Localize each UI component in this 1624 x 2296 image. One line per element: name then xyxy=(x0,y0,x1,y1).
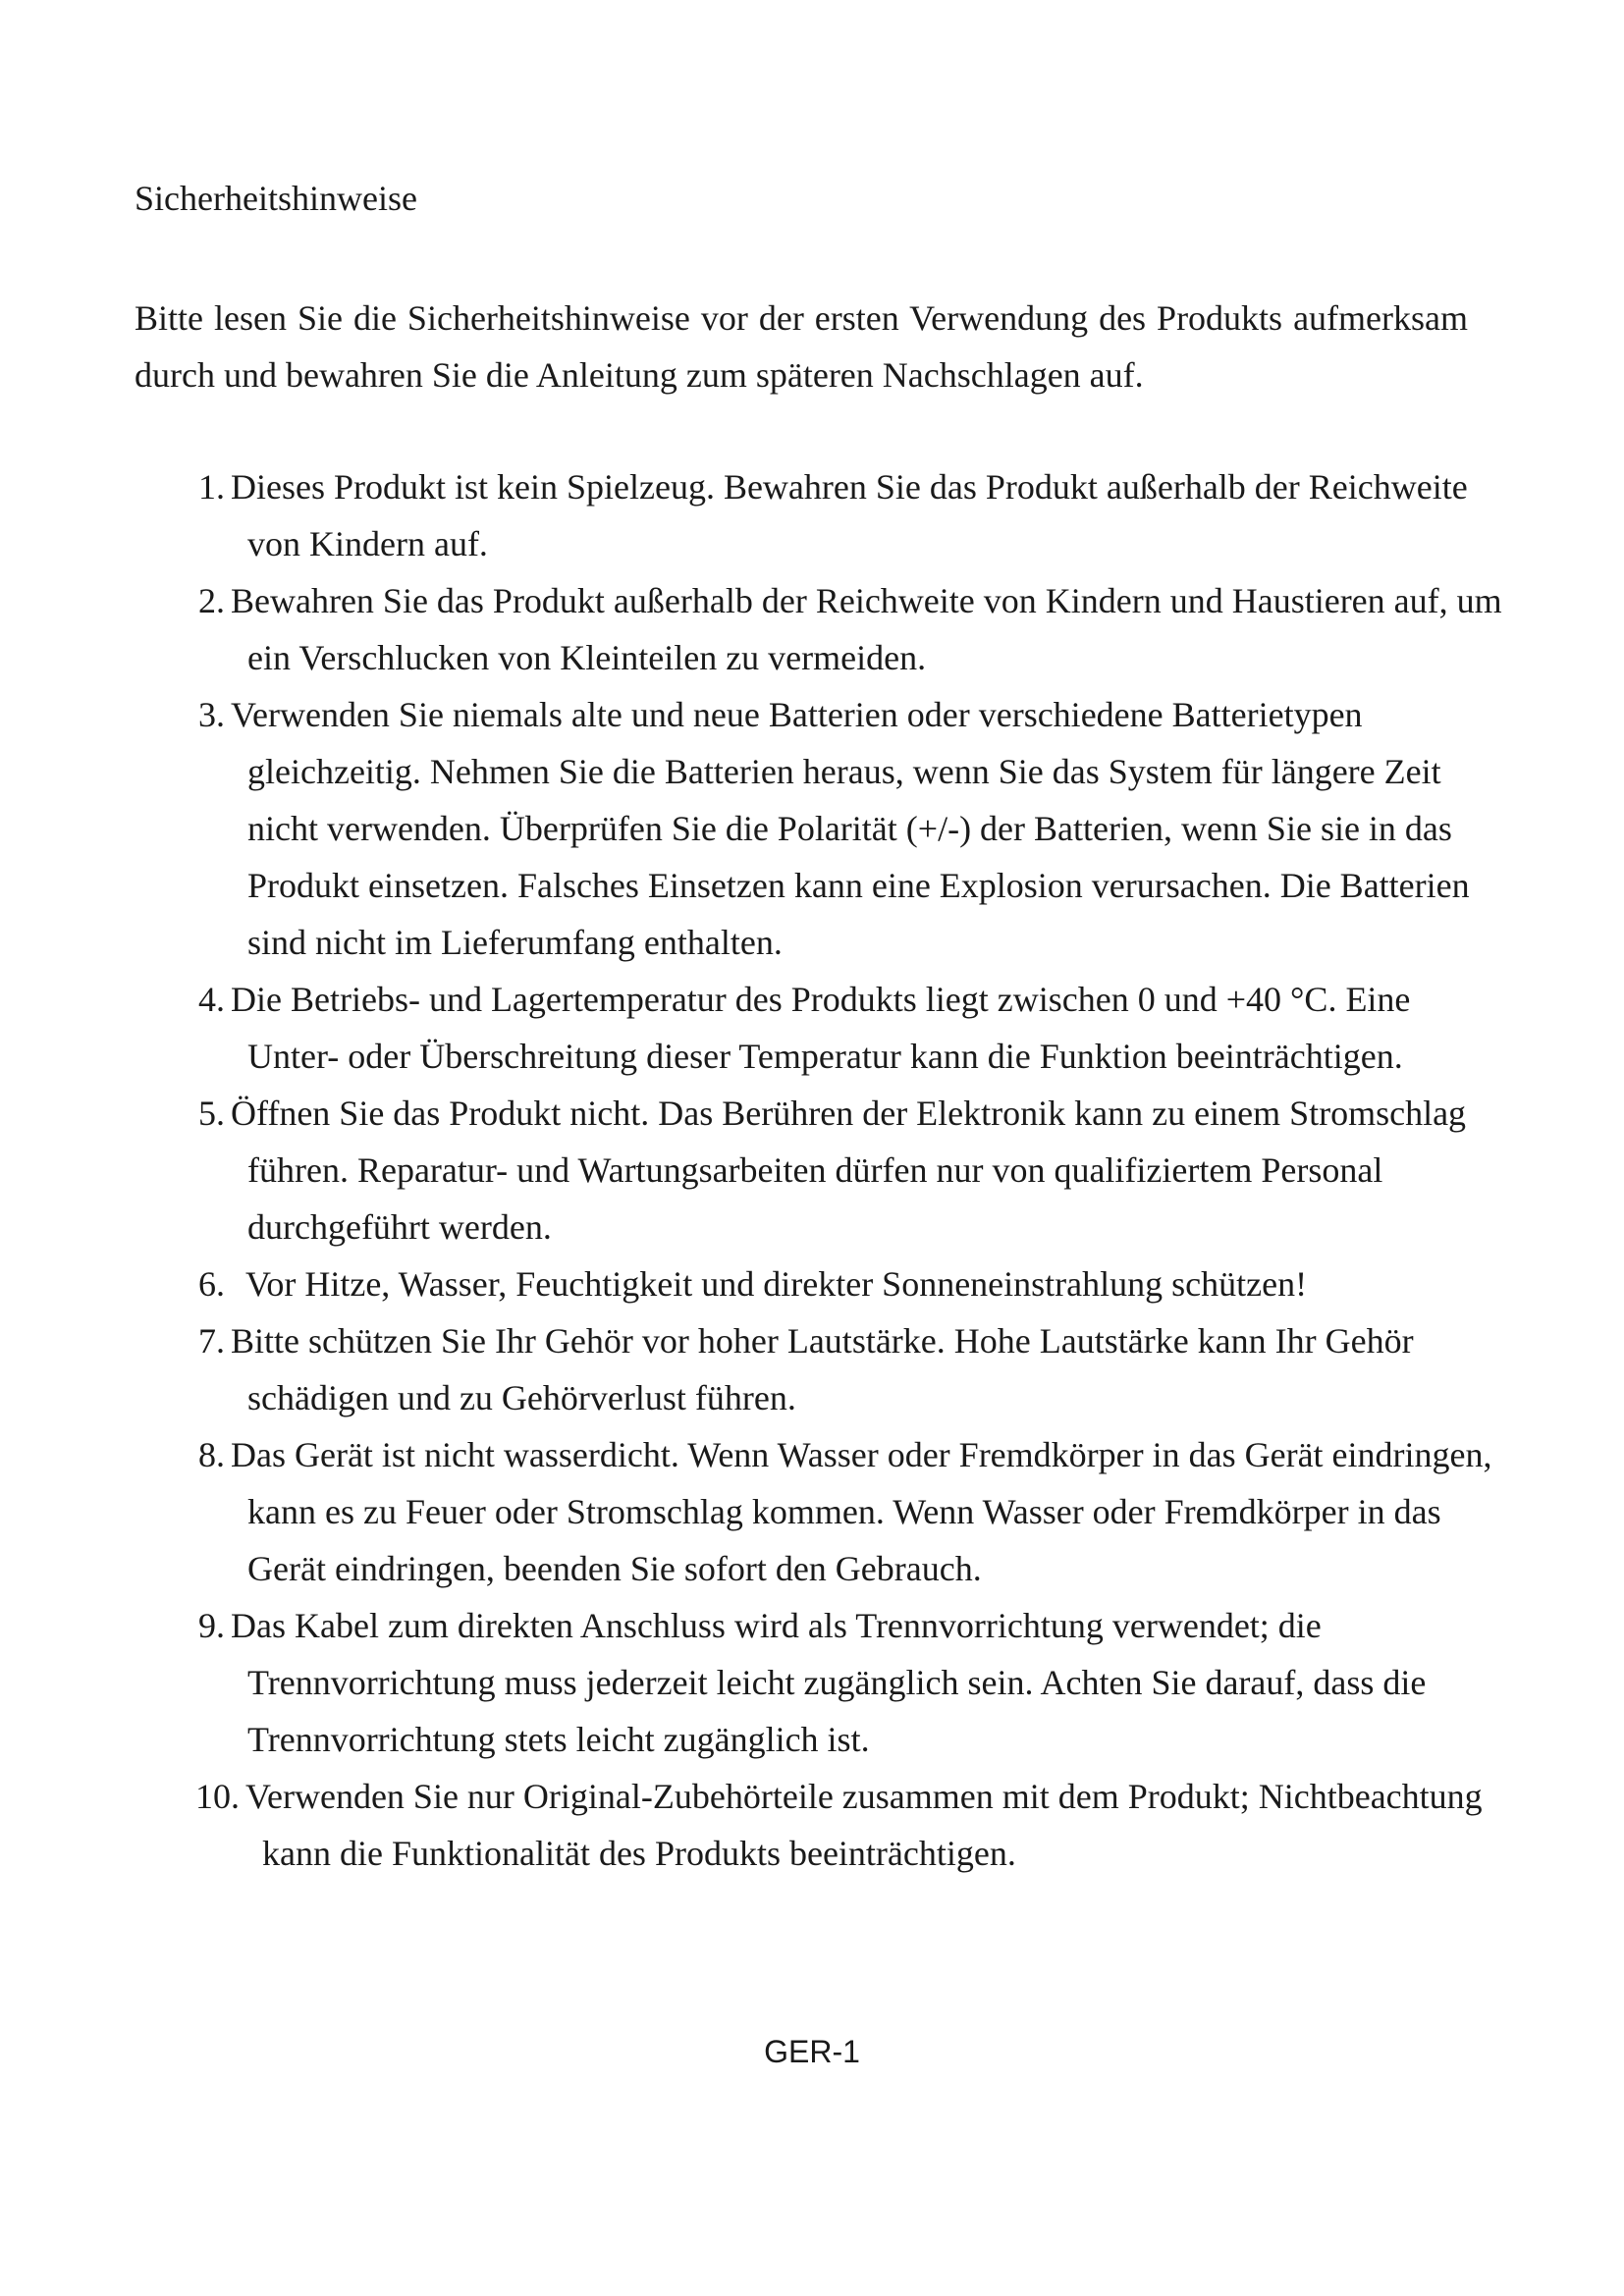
list-item-number: 7. xyxy=(198,1321,225,1361)
page-title: Sicherheitshinweise xyxy=(135,179,417,218)
list-item-text: Die Betriebs- und Lagertemperatur des Produkts liegt zwischen 0 und +40 °C. Eine Unter- oder Überschreitung dieser Temperatur kann die Funktion beeinträchtigen. xyxy=(231,980,1411,1076)
list-item xyxy=(135,1768,1509,1882)
list-item-number: 1. xyxy=(198,467,225,507)
list-item xyxy=(135,1312,1509,1426)
list-item-number: 10. xyxy=(195,1777,240,1816)
list-item-number: 6. xyxy=(198,1264,225,1304)
list-item-text: Öffnen Sie das Produkt nicht. Das Berühren der Elektronik kann zu einem Stromschlag führen. Reparatur- und Wartungsarbeiten dürfen nur von qualifiziertem Personal durchgeführt werden. xyxy=(231,1094,1467,1247)
list-item-number: 4. xyxy=(198,980,225,1019)
list-item xyxy=(135,686,1509,971)
list-item-text: Vor Hitze, Wasser, Feuchtigkeit und direkter Sonneneinstrahlung schützen! xyxy=(245,1264,1308,1304)
list-item-number: 5. xyxy=(198,1094,225,1133)
list-item-number: 3. xyxy=(198,695,225,734)
safety-instructions-list xyxy=(135,458,1509,1882)
intro-paragraph: Bitte lesen Sie die Sicherheitshinweise vor der ersten Verwendung des Produkts aufmerksam durch und bewahren Sie die Anleitung zum späteren Nachschlagen auf. xyxy=(135,298,1468,395)
list-item-text: Das Kabel zum direkten Anschluss wird als Trennvorrichtung verwendet; die Trennvorrichtung muss jederzeit leicht zugänglich sein. Achten Sie darauf, dass die Trennvorrichtung stets leicht zugänglich ist. xyxy=(231,1606,1427,1759)
list-item-number: 9. xyxy=(198,1606,225,1645)
page-number: GER-1 xyxy=(764,2034,860,2069)
list-item-number: 8. xyxy=(198,1435,225,1474)
list-item-number: 2. xyxy=(198,581,225,620)
list-item xyxy=(135,458,1509,572)
list-item xyxy=(135,1255,1509,1312)
list-item-text: Verwenden Sie nur Original-Zubehörteile zusammen mit dem Produkt; Nichtbeachtung kann die Funktionalität des Produkts beeinträchtigen. xyxy=(245,1777,1483,1873)
list-item xyxy=(135,1085,1509,1255)
list-item-text: Verwenden Sie niemals alte und neue Batterien oder verschiedene Batterietypen gleichzeitig. Nehmen Sie die Batterien heraus, wenn Sie das System für längere Zeit nicht verwenden. Überprüfen Sie die Polarität (+/-) der Batterien, wenn Sie sie in das Produkt einsetzen. Falsches Einsetzen kann eine Explosion verursachen. Die Batterien sind nicht im Lieferumfang enthalten. xyxy=(231,695,1470,962)
list-item-text: Bewahren Sie das Produkt außerhalb der Reichweite von Kindern und Haustieren auf, um ein Verschlucken von Kleinteilen zu vermeiden. xyxy=(231,581,1502,677)
list-item-text: Das Gerät ist nicht wasserdicht. Wenn Wasser oder Fremdkörper in das Gerät eindringen, kann es zu Feuer oder Stromschlag kommen. Wenn Wasser oder Fremdkörper in das Gerät eindringen, beenden Sie sofort den Gebrauch. xyxy=(231,1435,1492,1588)
list-item xyxy=(135,572,1509,686)
list-item xyxy=(135,1597,1509,1768)
list-item-text: Bitte schützen Sie Ihr Gehör vor hoher Lautstärke. Hohe Lautstärke kann Ihr Gehör schädigen und zu Gehörverlust führen. xyxy=(231,1321,1414,1417)
list-item-text: Dieses Produkt ist kein Spielzeug. Bewahren Sie das Produkt außerhalb der Reichweite von Kindern auf. xyxy=(231,467,1468,563)
list-item xyxy=(135,971,1509,1085)
list-item xyxy=(135,1426,1509,1597)
